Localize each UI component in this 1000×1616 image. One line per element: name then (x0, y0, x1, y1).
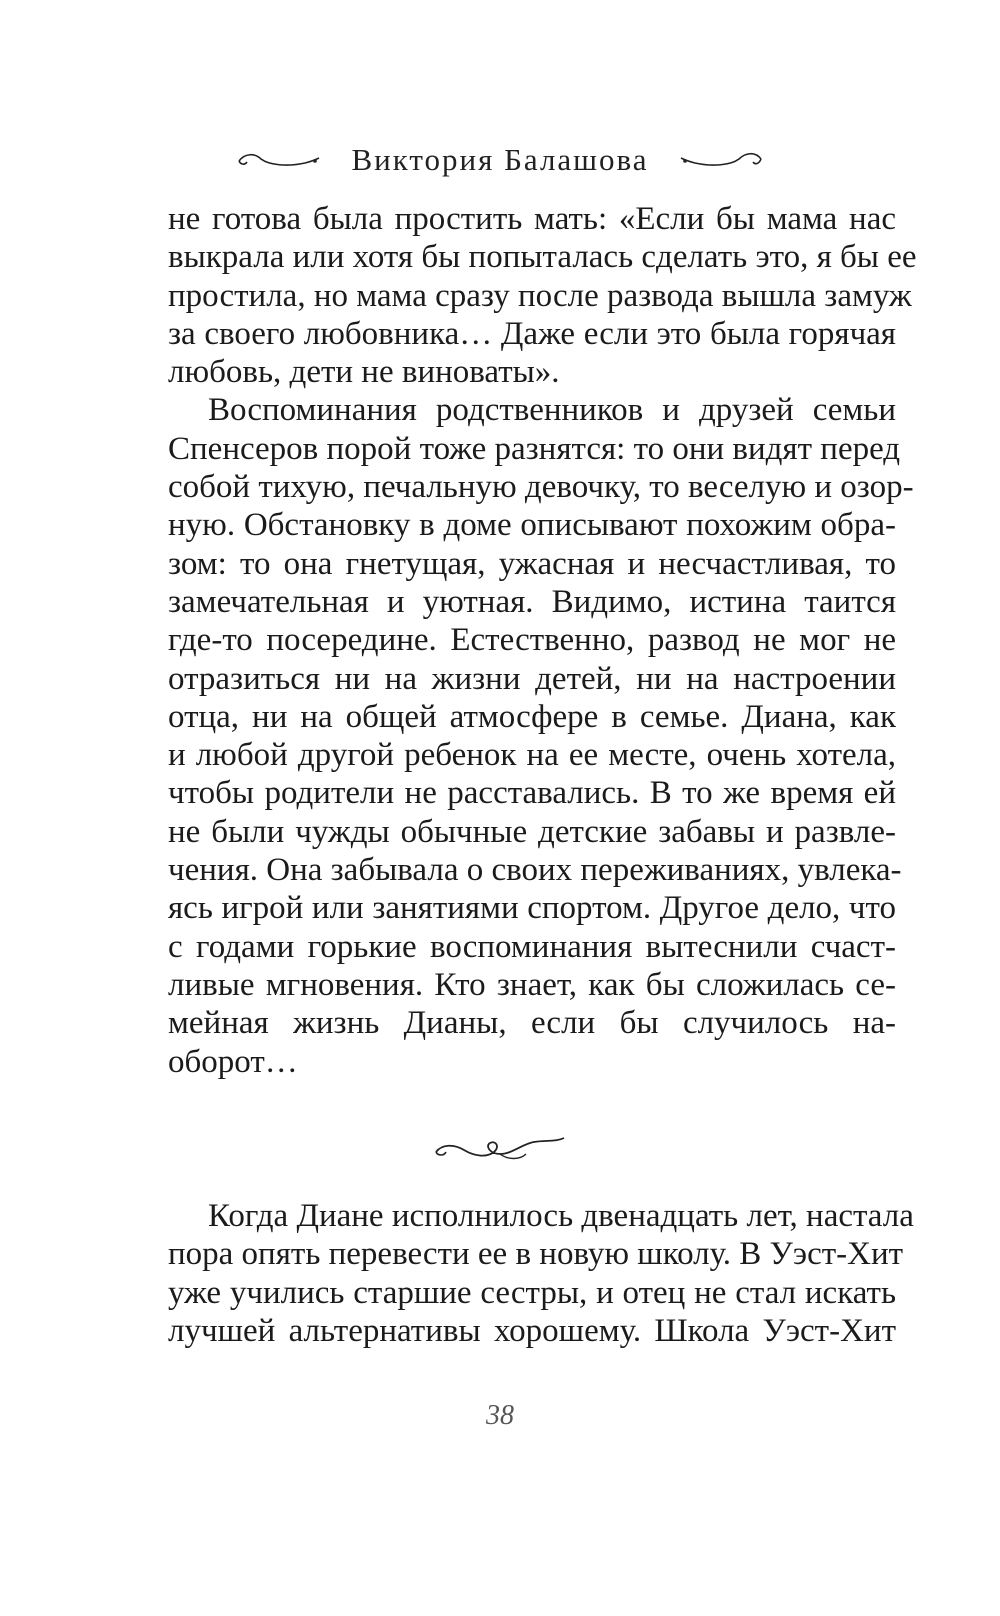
flourish-right-icon (675, 145, 765, 175)
text-line: любовь, дети не виноваты». (168, 354, 560, 391)
text-line: ную. Обстановку в доме описывают похожим обра- (168, 507, 896, 544)
text-line: отца, ни на общей атмосфере в семье. Диана, как (168, 698, 896, 735)
text-line: зом: то она гнетущая, ужасная и несчастливая, то (168, 545, 896, 582)
flourish-left-icon (235, 145, 325, 175)
text-line: и любой другой ребенок на ее месте, очень хотела, (168, 737, 896, 774)
running-head-title: Виктория Балашова (351, 142, 649, 177)
page-number: 38 (486, 1400, 514, 1431)
running-head (0, 130, 1000, 190)
text-line: отразиться ни на жизни детей, ни на настроении (168, 660, 896, 697)
text-line: где-то посередине. Естественно, развод не мог не (168, 622, 896, 659)
text-line: лучшей альтернативы хорошему. Школа Уэст-Хит (168, 1312, 896, 1349)
text-block-upper (168, 200, 917, 1081)
text-line: Спенсеров порой тоже разнятся: то они видят перед (168, 430, 901, 467)
paragraph-memories (168, 391, 914, 1080)
text-line: уже учились старшие сестры, и отец не стал искать (168, 1274, 896, 1311)
text-line: пора опять перевести ее в новую школу. В Уэст-Хит (168, 1236, 904, 1273)
text-line: за своего любовника… Даже если это была горячая (168, 315, 896, 352)
text-line: ливые мгновения. Кто знает, как бы сложилась се- (168, 966, 896, 1003)
section-divider (0, 1130, 1000, 1170)
text-line: собой тихую, печальную девочку, то веселую и озор- (168, 469, 914, 506)
text-line: с годами горькие воспоминания вытеснили счаст- (168, 928, 896, 965)
text-line: мейная жизнь Дианы, если бы случилось на- (168, 1005, 896, 1042)
text-line: замечательная и уютная. Видимо, истина таится (168, 583, 896, 620)
text-line: простила, но мама сразу после развода вышла замуж (168, 277, 912, 314)
text-line: ясь игрой или занятиями спортом. Другое дело, что (168, 890, 896, 927)
text-line: чтобы родители не расставались. В то же время ей (168, 775, 896, 812)
text-line: оборот… (168, 1043, 298, 1080)
text-line: чения. Она забывала о своих переживаниях, увлека- (168, 852, 902, 889)
text-line: Когда Диане исполнилось двенадцать лет, настала (208, 1198, 914, 1234)
paragraph-new-school (168, 1197, 914, 1350)
text-line: Воспоминания родственников и друзей семьи (208, 392, 896, 429)
ornament-divider-icon (430, 1130, 570, 1170)
text-line: не были чужды обычные детские забавы и развле- (168, 813, 896, 850)
text-line: выкрала или хотя бы попыталась сделать это, я бы ее (168, 239, 917, 276)
text-block-lower (168, 1197, 914, 1350)
text-line: не готова была простить мать: «Если бы мама нас (168, 201, 896, 237)
paragraph-continued (168, 200, 917, 391)
